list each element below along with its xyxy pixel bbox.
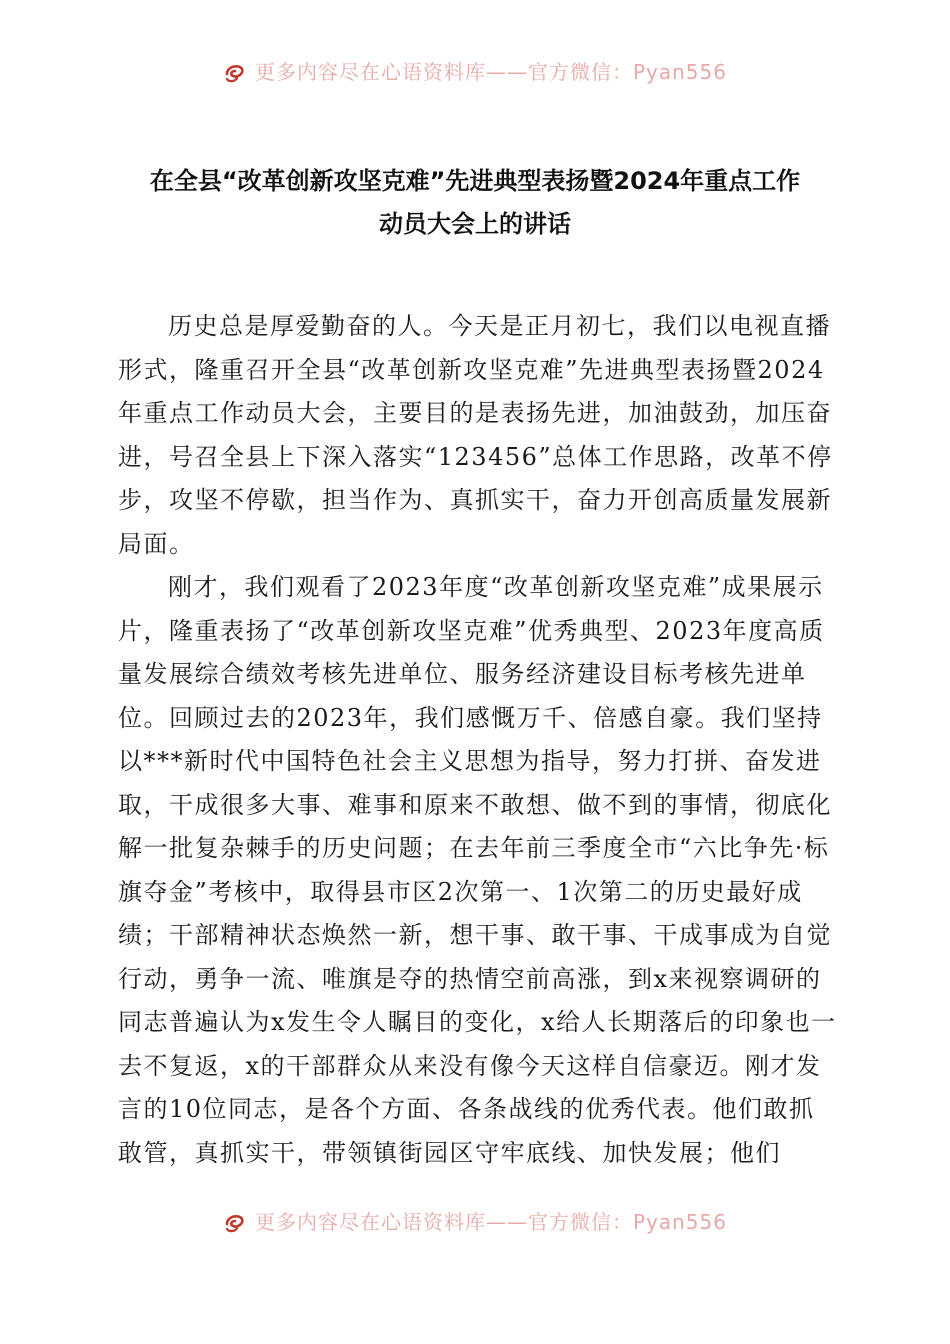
swirl-logo-icon: [223, 60, 247, 84]
footer-watermark-text: 更多内容尽在心语资料库——官方微信：Pyan556: [254, 1210, 727, 1234]
header-watermark-text: 更多内容尽在心语资料库——官方微信：Pyan556: [254, 60, 727, 84]
body-paragraph: 刚才，我们观看了2023年度“改革创新攻坚克难”成果展示片，隆重表扬了“改革创新攻坚克难”优秀典型、2023年度高质量发展综合绩效考核先进单位、服务经济建设目标考核先进单位。回顾过去的2023年，我们感慨万千、倍感自豪。我们坚持以***新时代中国特色社会主义思想为指导，努力打拼、奋发进取，干成很多大事、难事和原来不敢想、做不到的事情，彻底化解一批复杂棘手的历史问题；在去年前三季度全市“六比争先·标旗夺金”考核中，取得县市区2次第一、1次第二的历史最好成绩；干部精神状态焕然一新，想干事、敢干事、干成事成为自觉行动，勇争一流、唯旗是夺的热情空前高涨，到x来视察调研的同志普遍认为x发生令人瞩目的变化，x给人长期落后的印象也一去不复返，x的干部群众从来没有像今天这样自信豪迈。刚才发言的10位同志，是各个方面、各条战线的优秀代表。他们敢抓敢管，真抓实干，带领镇街园区守牢底线、加快发展；他们: [118, 573, 837, 1167]
header-watermark: [0, 52, 950, 92]
title-line-1: 在全县“改革创新攻坚克难”先进典型表扬暨2024年重点工作: [149, 167, 801, 195]
document-title: [100, 160, 850, 246]
title-line-2: 动员大会上的讲话: [379, 210, 571, 238]
footer-watermark: [0, 1202, 950, 1242]
body-paragraph: 历史总是厚爱勤奋的人。今天是正月初七，我们以电视直播形式，隆重召开全县“改革创新攻坚克难”先进典型表扬暨2024年重点工作动员大会，主要目的是表扬先进，加油鼓劲，加压奋进，号召全县上下深入落实“123456”总体工作思路，改革不停步，攻坚不停歇，担当作为、真抓实干，奋力开创高质量发展新局面。: [118, 312, 833, 558]
swirl-logo-icon: [223, 1210, 247, 1234]
document-body: [118, 305, 838, 1175]
